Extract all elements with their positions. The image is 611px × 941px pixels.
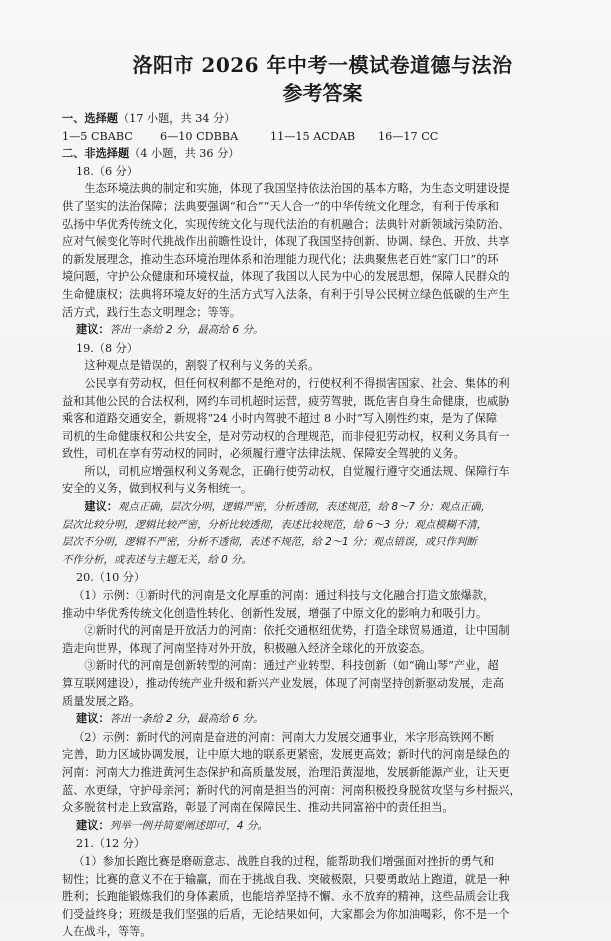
page-subtitle: 参考答案 bbox=[282, 81, 363, 105]
section-note: （17 小题，共 34 分） bbox=[117, 112, 236, 125]
q20-answer-line: 河南：河南大力推进黄河生态保护和高质量发展，治理沿黄湿地，发展新能源产业，让天更 bbox=[62, 765, 510, 779]
advice-text: 答出一条给 2 分，最高给 6 分。 bbox=[109, 324, 264, 337]
q19-answer-line: 乘客和道路交通安全，新规将“24 小时内驾驶不超过 8 小时”写入刚性约束，是为了保障 bbox=[62, 412, 498, 426]
q19-answer-line: 所以，司机应增强权利义务观念，正确行使劳动权，自觉履行遵守交通法规、保障行车 bbox=[84, 464, 510, 478]
q19-advice-line: 不作分析，或表述与主题无关，给 0 分。 bbox=[62, 553, 252, 566]
section-label: 一、选择题 bbox=[62, 111, 118, 125]
advice-text: 答出一条给 2 分，最高给 6 分。 bbox=[109, 713, 264, 726]
section-label: 二、非选择题 bbox=[62, 146, 130, 161]
q20-answer-line: 众多脱贫村走上致富路，彰显了河南在保障民生、推动共同富裕中的责任担当。 bbox=[62, 801, 454, 815]
question-19-heading: 19.（8 分） bbox=[76, 341, 139, 355]
section-multiple-choice-heading bbox=[62, 110, 583, 128]
question-20-heading: 20.（10 分） bbox=[76, 571, 146, 585]
question-21-heading: 21.（12 分） bbox=[76, 837, 146, 851]
advice-text: 观点正确，层次分明，逻辑严密，分析透彻，表述规范，给 8～7 分；观点正确， bbox=[117, 501, 492, 514]
mc-answer-group: 11—15 ACDAB bbox=[270, 129, 356, 143]
page-title: 洛阳市 2026 年中考一模试卷道德与法治 bbox=[132, 53, 513, 77]
q20-answer-line: 造走向世界，体现了河南坚持对外开放，积极融入经济全球化的开放姿态。 bbox=[62, 641, 432, 655]
q20-answer-line: 质量发展之路。 bbox=[62, 694, 141, 708]
q19-answer-line: 公民享有劳动权，但任何权利都不是绝对的，行使权利不得损害国家、社会、集体的利 bbox=[84, 376, 510, 390]
q20-answer-line: （2）示例：新时代的河南是奋进的河南：河南大力发展交通事业，米字形高铁网不断 bbox=[73, 730, 495, 744]
mc-answer-group: 6—10 CDBBA bbox=[160, 129, 239, 143]
q19-scoring-advice bbox=[62, 498, 583, 517]
answer-body bbox=[62, 110, 583, 941]
q19-answer-line: 司机的生命健康权和公共安全，是对劳动权的合理规范，而非侵犯劳动权，权利义务具有一 bbox=[62, 429, 510, 443]
q20-answer-line: ③新时代的河南是创新转型的河南：通过产业转型、科技创新（如“确山琴”产业，超 bbox=[84, 659, 499, 673]
q19-answer-line: 安全的义务，做到权利与义务相统一。 bbox=[62, 482, 253, 496]
advice-label: 建议： bbox=[76, 322, 110, 337]
q18-answer-line: 生态环境法典的制定和实施，体现了我国坚持依法治国的基本方略，为生态文明建设提 bbox=[84, 182, 510, 196]
q18-answer-line: 境问题，守护公众健康和环境权益，体现了我国以人民为中心的发展思想，保障人民群众的 bbox=[62, 270, 510, 284]
advice-text: 列举一例并简要阐述即可，4 分。 bbox=[109, 819, 268, 832]
q21-answer-line: 们受益终身；班级是我们坚强的后盾，无论结果如何，大家都会为你加油喝彩，你不是一个 bbox=[62, 907, 510, 921]
q18-answer-line: 生命健康权；法典将环境友好的生活方式写入法条，有利于引导公民树立绿色低碳的生产生 bbox=[62, 287, 510, 301]
q18-scoring-advice bbox=[62, 321, 583, 340]
multiple-choice-answers bbox=[62, 128, 583, 146]
advice-label: 建议： bbox=[84, 499, 118, 514]
q18-answer-line: 活方式，践行生态文明理念；等等。 bbox=[62, 305, 242, 319]
q19-advice-line: 层次比较分明，逻辑比较严密，分析比较透彻，表述比较规范，给 6～3 分；观点模糊不清， bbox=[62, 518, 488, 531]
q20-scoring-advice-2 bbox=[62, 817, 583, 836]
q18-answer-line: 应对气候变化等时代挑战作出前瞻性设计，体现了我国坚持创新、协调、绿色、开放、共享 bbox=[62, 235, 510, 249]
q20-answer-line: ②新时代的河南是开放活力的河南：依托交通枢纽优势，打造全球贸易通道，让中国制 bbox=[84, 624, 510, 638]
q18-answer-line: 的新发展理念，推动生态环境治理体系和治理能力现代化；法典聚焦老百姓“家门口”的环 bbox=[62, 252, 499, 266]
q19-answer-line: 致性，司机在享有劳动权的同时，必须履行遵守法律法规、保障安全驾驶的义务。 bbox=[62, 447, 465, 461]
mc-answer-group: 16—17 CC bbox=[378, 129, 439, 143]
q21-answer-line: 人在战斗，等等。 bbox=[62, 925, 152, 939]
q18-answer-line: 弘扬中华优秀传统文化，实现传统文化与现代法治的有机融合；法典针对新领域污染防治、 bbox=[62, 217, 510, 231]
section-note: （4 小题，共 36 分） bbox=[129, 147, 240, 161]
q20-answer-line: （1）示例：①新时代的河南是文化厚重的河南：通过科技与文化融合打造文旅爆款， bbox=[73, 589, 495, 603]
advice-label: 建议： bbox=[76, 817, 110, 832]
q19-advice-line: 层次不分明，逻辑不严密，分析不透彻，表述不规范，给 2～1 分；观点错误，或只作判断 bbox=[62, 536, 477, 549]
advice-label: 建议： bbox=[76, 711, 110, 726]
q20-answer-line: 算互联网建设），推动传统产业升级和新兴产业发展，体现了河南坚持创新驱动发展，走高 bbox=[62, 677, 504, 690]
q19-answer-line: 益和其他公民的合法权利，网约车司机超时运营，疲劳驾驶，既危害自身生命健康，也威胁 bbox=[62, 394, 510, 408]
mc-answer-group: 1—5 CBABC bbox=[62, 129, 133, 143]
q21-answer-line: 胜利；长跑能锻炼我们的身体素质，也能培养坚持不懈、永不放弃的精神，这些品质会让我 bbox=[62, 890, 510, 904]
q20-answer-line: 推动中华优秀传统文化创造性转化、创新性发展，增强了中原文化的影响力和吸引力。 bbox=[62, 606, 488, 620]
q20-answer-line: 蓝、水更绿，守护母亲河；新时代的河南是担当的河南：河南积极投身脱贫攻坚与乡村振兴， bbox=[62, 783, 521, 797]
q20-scoring-advice-1 bbox=[62, 710, 583, 729]
q21-answer-line: （1）参加长跑比赛是磨砺意志、战胜自我的过程，能帮助我们增强面对挫折的勇气和 bbox=[73, 854, 495, 868]
q19-answer-line: 这种观点是错误的，割裂了权利与义务的关系。 bbox=[84, 359, 320, 373]
question-18-heading: 18.（6 分） bbox=[76, 164, 139, 178]
q18-answer-line: 供了坚实的法治保障；法典要强调“和合”“天人合一”的中华传统文化理念，有利于传承和 bbox=[62, 199, 499, 213]
q20-answer-line: 完善，助力区域协调发展，让中原大地的联系更紧密，发展更高效；新时代的河南是绿色的 bbox=[62, 748, 510, 762]
q21-answer-line: 韧性；比赛的意义不在于输赢，而在于挑战自我、突破极限，只要勇敢站上跑道，就是一种 bbox=[62, 872, 510, 886]
section-open-questions-heading bbox=[62, 145, 583, 163]
